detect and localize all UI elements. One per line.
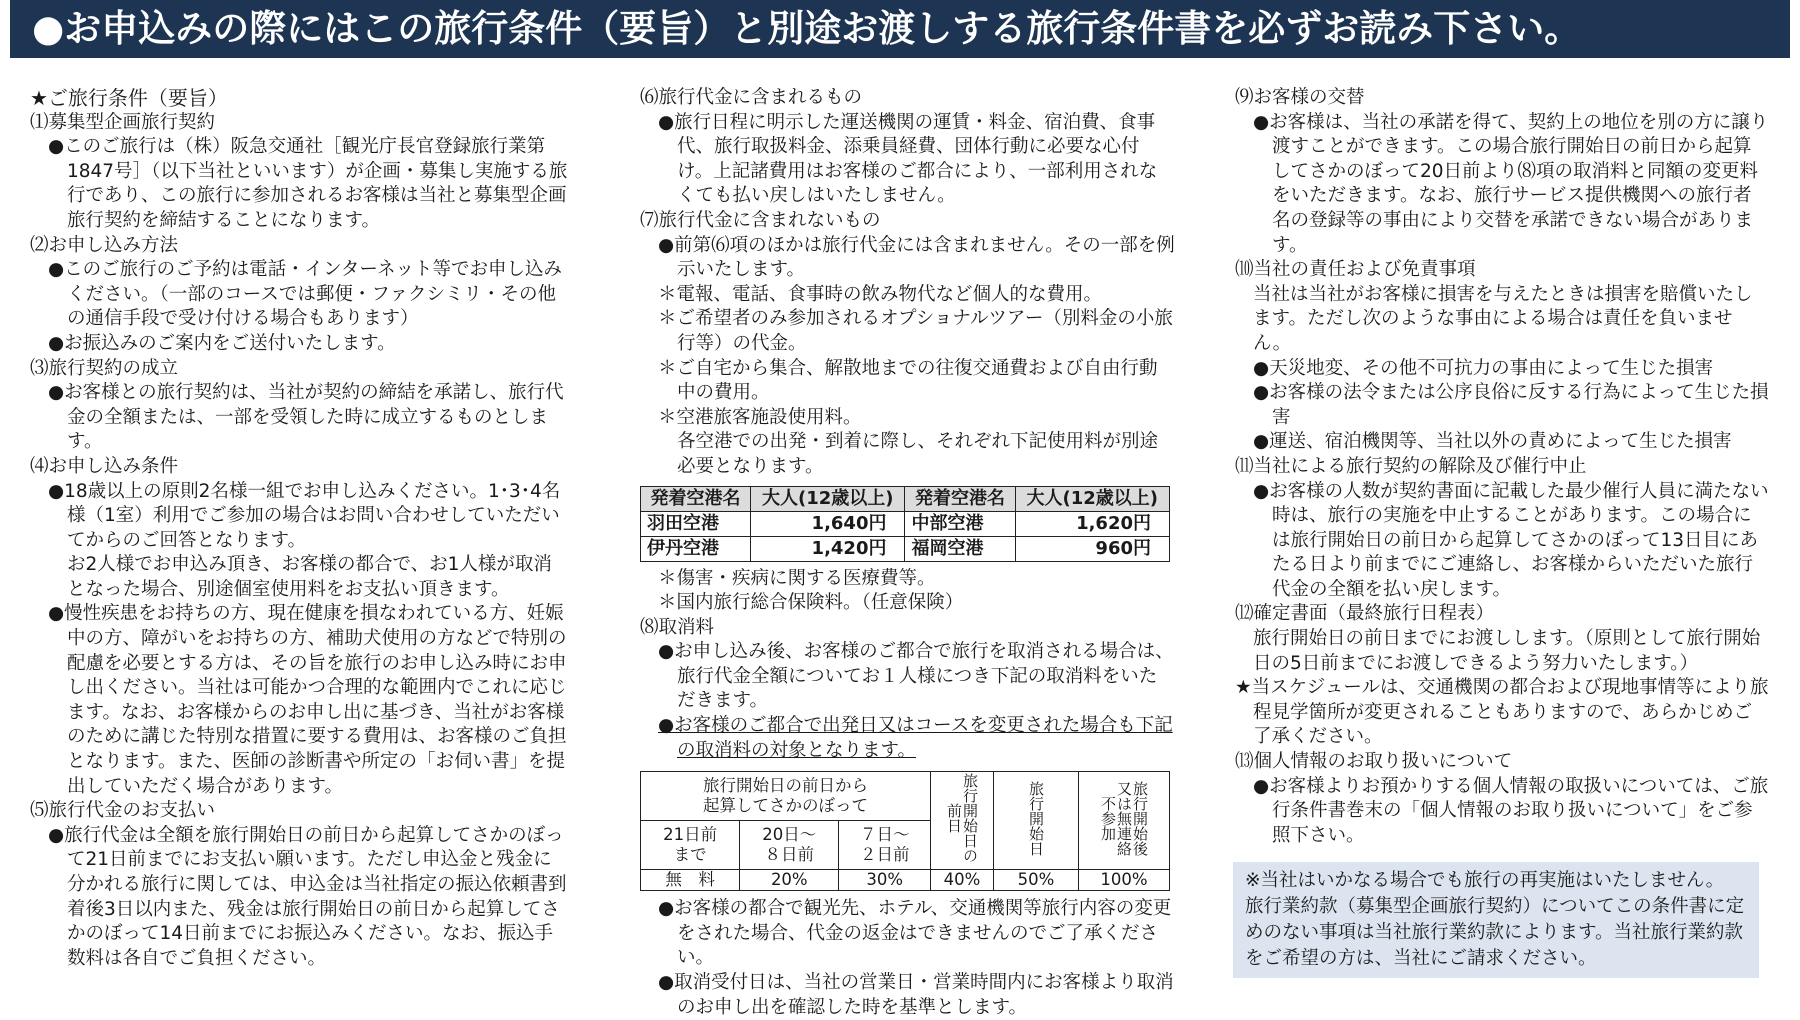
cancel-header-period	[641, 772, 931, 821]
airport-name: 福岡空港	[905, 536, 1015, 561]
cancel-header-day-before: 旅行開始日の前日	[931, 772, 994, 870]
section-7-item-4-note: 各空港での出発・到着に際し、それぞれ下記使用料が別途必要となります。	[677, 431, 1159, 477]
note-line-2: 旅行業約款（募集型企画旅行契約）についてこの条件書に定めのない事項は当社旅行業約款によります。当社旅行業約款をご希望の方は、当社にご請求ください。	[1245, 896, 1745, 970]
section-7-bullet: ●前第⑹項のほかは旅行代金には含まれません。その一部を例示いたします。	[658, 234, 1175, 281]
section-4-paragraph: お2人様でお申込み頂き、お客様の都合で、お1人様が取消となった場合、別途個室使用料をお支払い頂きます。	[67, 554, 552, 600]
column-3	[1235, 86, 1770, 978]
cancel-header-period-line-2: 起算してさかのぼって	[703, 796, 868, 816]
section-1-bullet: ●このご旅行は（株）阪急交通社［観光庁長官登録旅行業第1847号］（以下当社といいます）が企画・募集し実施する旅行であり、この旅行に参加されるお客様は当社と募集型企画旅行契約を締結することになります。	[48, 136, 568, 231]
section-13-bullet: ●お客様よりお預かりする個人情報の取扱いについては、ご旅行条件書巻末の「個人情報のお取り扱いについて」をご参照下さい。	[1253, 775, 1769, 846]
section-4-title: ⑷お申し込み条件	[30, 455, 179, 477]
airport-fee: 1,420円	[751, 536, 905, 561]
airport-fee: 1,640円	[751, 511, 905, 536]
section-10-paragraph: 当社は当社がお客様に損害を与えたときは損害を賠償いたします。ただし次のような事由による場合は責任を負いません。	[1253, 283, 1753, 354]
fee-header-adult: 大人(12歳以上)	[1015, 486, 1169, 511]
cancel-value-4: 40%	[931, 870, 994, 891]
cancel-period-2: 20日～ ８日前	[740, 821, 839, 870]
section-10-bullet-3: ●運送、宿泊機関等、当社以外の責めによって生じた損害	[1253, 431, 1732, 453]
table-row	[641, 870, 1170, 891]
section-main-title: ★ご旅行条件（要旨）	[30, 86, 228, 110]
section-7-item-3: ＊ご自宅から集合、解散地までの往復交通費および自由行動中の費用。	[658, 357, 1158, 404]
section-10-bullet-1: ●天災地変、その他不可抗力の事由によって生じた損害	[1253, 357, 1714, 379]
section-2-bullet-2: ●お振込みのご案内をご送付いたします。	[48, 332, 396, 354]
fee-header-airport: 発着空港名	[905, 486, 1015, 511]
airport-fee: 960円	[1015, 536, 1169, 561]
fee-header-adult: 大人(12歳以上)	[751, 486, 905, 511]
cancel-value-5: 50%	[994, 870, 1079, 891]
section-2-title: ⑵お申し込み方法	[30, 234, 179, 256]
cancel-period-1: 21日前 まで	[641, 821, 740, 870]
section-6-bullet: ●旅行日程に明示した運送機関の運賃・料金、宿泊費、食事代、旅行取扱料金、添乗員経費、団体行動に必要な心付け。上記諸費用はお客様のご都合により、一部利用されなくても払い戻しはいたしません。	[658, 111, 1158, 207]
table-row	[641, 536, 1170, 561]
airport-name: 伊丹空港	[641, 536, 751, 561]
terms-note-box	[1233, 862, 1759, 978]
section-10-bullet-2: ●お客様の法令または公序良俗に反する行為によって生じた損害	[1253, 382, 1769, 428]
section-11-bullet: ●お客様の人数が契約書面に記載した最少催行人員に満たない時は、旅行の実施を中止することがあります。この場合には旅行開始日の前日から起算してさかのぼって13日目にあたる日より前までにご連絡し、お客様からいただいた旅行代金の全額を払い戻します。	[1253, 480, 1769, 600]
cancel-header-period-line-1: 旅行開始日の前日から	[703, 776, 868, 796]
cancel-header-day-of: 旅行開始日	[994, 772, 1079, 870]
section-7-item-4: ＊空港旅客施設使用料。	[658, 406, 862, 428]
section-8-bullet-4: ●取消受付日は、当社の営業日・営業時間内にお客様より取消のお申し出を確認した時を基準とします。	[658, 972, 1174, 1018]
section-9-title: ⑼お客様の交替	[1235, 87, 1365, 108]
column-1	[30, 86, 570, 971]
airport-fee: 1,620円	[1015, 511, 1169, 536]
airport-name: 中部空港	[905, 511, 1015, 536]
section-7-item-2: ＊ご希望者のみ参加されるオプショナルツアー（別料金の小旅行等）の代金。	[658, 308, 1173, 354]
fee-header-airport: 発着空港名	[641, 486, 751, 511]
column-2	[640, 86, 1175, 1020]
cancel-period-3: ７日～ ２日前	[839, 821, 931, 870]
section-7-item-5: ＊傷害・疾病に関する医療費等。	[658, 567, 936, 589]
cancel-value-3: 30%	[839, 870, 931, 891]
section-8-bullet-1: ●お申し込み後、お客様のご都合で旅行を取消される場合は、旅行代金全額についてお１人様につき下記の取消料をいただきます。	[658, 641, 1174, 712]
header-title: ●お申込みの際にはこの旅行条件（要旨）と別途お渡しする旅行条件書を必ずお読み下さい。	[32, 7, 1582, 50]
section-7-title: ⑺旅行代金に含まれないもの	[640, 209, 881, 231]
section-5-title: ⑸旅行代金のお支払い	[30, 800, 216, 822]
section-3-title: ⑶旅行契約の成立	[30, 357, 179, 379]
table-row	[641, 511, 1170, 536]
cancel-value-2: 20%	[740, 870, 839, 891]
section-4-bullet-2: ●慢性疾患をお持ちの方、現在健康を損なわれている方、妊娠中の方、障がいをお持ちの方、補助犬使用の方などで特別の配慮を必要とする方は、その旨を旅行のお申し込み時にお申し出ください。当社は可能かつ合理的な範囲内でこれに応じます。なお、お客様からのお申し出に基づき、当社がお客様のために講じた特別な措置に要する費用は、お客様のご負担となります。また、医師の診断書や所定の「お伺い書」を提出していただく場合があります。	[48, 603, 567, 797]
section-7-item-6: ＊国内旅行総合保険料。（任意保険）	[658, 592, 964, 614]
section-8-bullet-2: ●お客様のご都合で出発日又はコースを変更された場合も下記の取消料の対象となります。	[658, 715, 1173, 761]
cancel-header-no-show: 旅行開始後又は無連絡不参加	[1079, 772, 1170, 870]
section-13-title: ⒀個人情報のお取り扱いについて	[1235, 751, 1513, 773]
cancel-value-6: 100%	[1079, 870, 1170, 891]
section-3-bullet: ●お客様との旅行契約は、当社が契約の締結を承諾し、旅行代金の全額または、一部を受領した時に成立するものとします。	[48, 382, 564, 453]
airport-fee-table	[640, 486, 1170, 562]
section-12-title: ⑿確定書面（最終旅行日程表）	[1235, 603, 1495, 625]
section-9-bullet: ●お客様は、当社の承諾を得て、契約上の地位を別の方に譲り渡すことができます。この場合旅行開始日の前日から起算してさかのぼって20日前より⑻項の取消料と同額の変更料をいただきます。なお、旅行サービス提供機関への旅行者名の登録等の事由により交替を承諾できない場合があります。	[1253, 111, 1769, 256]
page-header	[10, 0, 1790, 58]
section-12-paragraph: 旅行開始日の前日までにお渡しします。（原則として旅行開始日の5日前までにお渡しできるよう努力いたします。）	[1253, 628, 1761, 674]
section-2-bullet-1: ●このご旅行のご予約は電話・インターネット等でお申し込みください。（一部のコースでは郵便・ファクシミリ・その他の通信手段で受け付ける場合もあります）	[48, 259, 562, 330]
section-8-bullet-3: ●お客様の都合で観光先、ホテル、交通機関等旅行内容の変更をされた場合、代金の返金はできませんのでご了承ください。	[658, 898, 1172, 969]
cancel-value-1: 無 料	[641, 870, 740, 891]
schedule-note: ★当スケジュールは、交通機関の都合および現地事情等により旅程見学箇所が変更されることもありますので、あらかじめご了承ください。	[1235, 677, 1769, 748]
section-1-title: ⑴募集型企画旅行契約	[30, 111, 216, 133]
cancellation-fee-table	[640, 771, 1170, 891]
section-11-title: ⑾当社による旅行契約の解除及び催行中止	[1235, 455, 1587, 477]
airport-name: 羽田空港	[641, 511, 751, 536]
section-6-title: ⑹旅行代金に含まれるもの	[640, 87, 863, 108]
section-7-item-1: ＊電報、電話、食事時の飲み物代など個人的な費用。	[658, 283, 1103, 305]
note-line-1: ※当社はいかなる場合でも旅行の再実施はいたしません。	[1245, 870, 1725, 892]
section-8-title: ⑻取消料	[640, 616, 715, 638]
section-10-title: ⑽当社の責任および免責事項	[1235, 259, 1476, 281]
section-4-bullet-1: ●18歳以上の原則2名様一組でお申し込みください。1･3･4名様（1室）利用でご参加の場合はお問い合わせしていただいてからのご回答となります。	[48, 480, 561, 551]
section-5-bullet: ●旅行代金は全額を旅行開始日の前日から起算してさかのぼって21日前までにお支払い願います。ただし申込金と残金に分かれる旅行に関しては、申込金は当社指定の振込依頼書到着後3日以内また、残金は旅行開始日の前日から起算してさかのぼって14日前までにお振込みください。なお、振込手数料は各自でご負担ください。	[48, 824, 567, 969]
